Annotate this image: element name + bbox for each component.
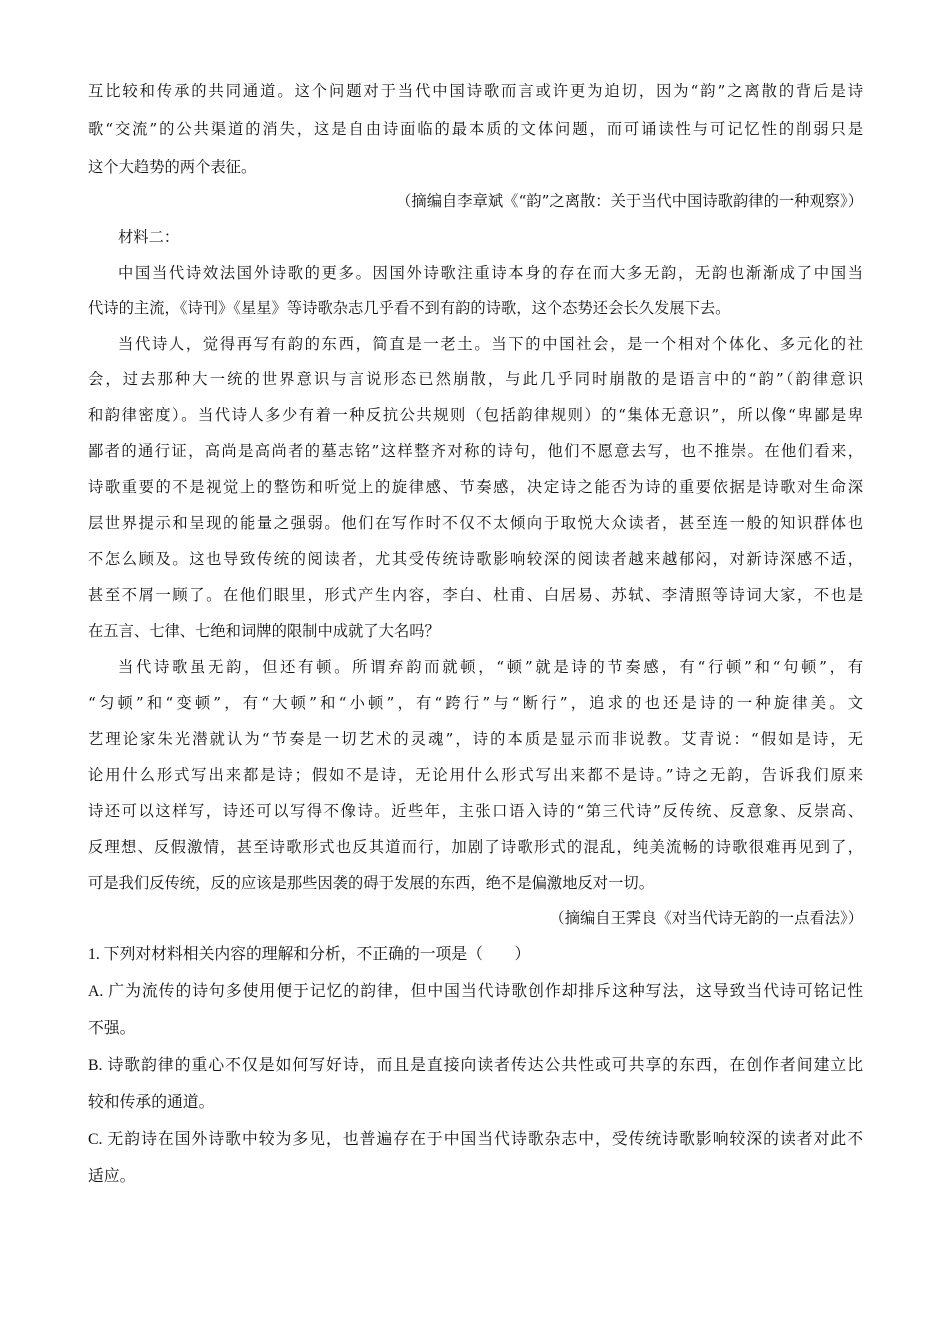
material2-heading: 材料二： [118,228,180,246]
question-stem: 1. 下列对材料相关内容的理解和分析，不正确的一项是（ ） [88,946,531,963]
paragraph-line: 反理想、反假激情，甚至诗歌形式也反其道而行，加剧了诗歌形式的混乱，纯美流畅的诗歌很难再见到了， [88,838,863,856]
paragraph-line: 和韵律密度）。当代诗人多少有着一种反抗公共规则（包括韵律规则）的“集体无意识”，所以像“卑鄙是卑 [88,406,863,424]
paragraph-line: 不怎么顾及。这也导致传统的阅读者，尤其受传统诗歌影响较深的阅读者越来越郁闷，对新诗深感不适， [88,550,863,568]
paragraph-line: “匀顿”和“变顿”，有“大顿”和“小顿”，有“跨行”与“断行”，追求的也还是诗的一种旋律美。文 [88,694,863,712]
paragraph-line: 论用什么形式写出来都是诗；假如不是诗，无论用什么形式写出来都不是诗。”诗之无韵，告诉我们原来 [88,766,863,784]
material1-line: 歌“交流”的公共渠道的消失，这是自由诗面临的最本质的文体问题，而可诵读性与可记忆性的削弱只是 [88,120,863,138]
paragraph-line: 中国当代诗效法国外诗歌的更多。因国外诗歌注重诗本身的存在而大多无韵，无韵也渐渐成了中国当 [118,264,863,282]
paragraph-line: 鄙者的通行证，高尚是高尚者的墓志铭”这样整齐对称的诗句，他们不愿意去写，也不推崇。在他们看来， [88,442,863,460]
source-citation-1: （摘编自李章斌《“韵”之离散：关于当代中国诗歌韵律的一种观察》） [396,192,863,210]
paragraph-line: 层世界提示和呈现的能量之强弱。他们在写作时不仅不太倾向于取悦大众读者，甚至连一般的知识群体也 [88,514,863,532]
source-citation-2: （摘编自王霁良《对当代诗无韵的一点看法》） [549,909,863,927]
option-a-line: A. 广为流传的诗句多使用便于记忆的韵律，但中国当代诗歌创作却排斥这种写法，这导致当代诗可铭记性 [88,983,863,1000]
paragraph-line: 在五言、七律、七绝和词牌的限制中成就了大名吗？ [88,622,440,640]
paragraph-line: 艺理论家朱光潜就认为“节奏是一切艺术的灵魂”，诗的本质是显示而非说教。艾青说：“假如是诗，无 [88,730,863,748]
paragraph-line: 甚至不屑一顾了。在他们眼里，形式产生内容，李白、杜甫、白居易、苏轼、李清照等诗词大家，不也是 [88,586,863,604]
paragraph-line: 当代诗歌虽无韵，但还有顿。所谓弃韵而就顿，“顿”就是诗的节奏感，有“行顿”和“句顿”，有 [118,658,863,676]
paragraph-line: 当代诗人，觉得再写有韵的东西，简直是一老土。当下的中国社会，是一个相对个体化、多元化的社 [118,335,863,353]
material1-line: 互比较和传承的共同通道。这个问题对于当代中国诗歌而言或许更为迫切，因为“韵”之离散的背后是诗 [88,82,863,100]
option-c-line: 适应。 [88,1168,136,1185]
material1-line: 这个大趋势的两个表征。 [88,158,257,176]
option-b-line: 较和传承的通道。 [88,1094,215,1111]
paragraph-line: 可是我们反传统，反的应该是那些因袭的碍于发展的东西，绝不是偏激地反对一切。 [88,874,654,892]
paragraph-line: 诗歌重要的不是视觉上的整饬和听觉上的旋律感、节奏感，决定诗之能否为诗的重要依据是诗歌对生命深 [88,478,863,496]
paragraph-line: 诗还可以这样写，诗还可以写得不像诗。近些年，主张口语入诗的“第三代诗”反传统、反意象、反崇高、 [88,802,863,820]
paragraph-line: 会，过去那种大一统的世界意识与言说形态已然崩散，与此几乎同时崩散的是语言中的“韵”（韵律意识 [88,370,863,388]
option-c-line: C. 无韵诗在国外诗歌中较为多见，也普遍存在于中国当代诗歌杂志中，受传统诗歌影响较深的读者对此不 [88,1131,863,1148]
paragraph-line: 代诗的主流，《诗刊》《星星》等诗歌杂志几乎看不到有韵的诗歌，这个态势还会长久发展下去。 [88,299,731,317]
option-b-line: B. 诗歌韵律的重心不仅是如何写好诗，而且是直接向读者传达公共性或可共享的东西，在创作者间建立比 [88,1057,863,1074]
option-a-line: 不强。 [88,1020,136,1037]
